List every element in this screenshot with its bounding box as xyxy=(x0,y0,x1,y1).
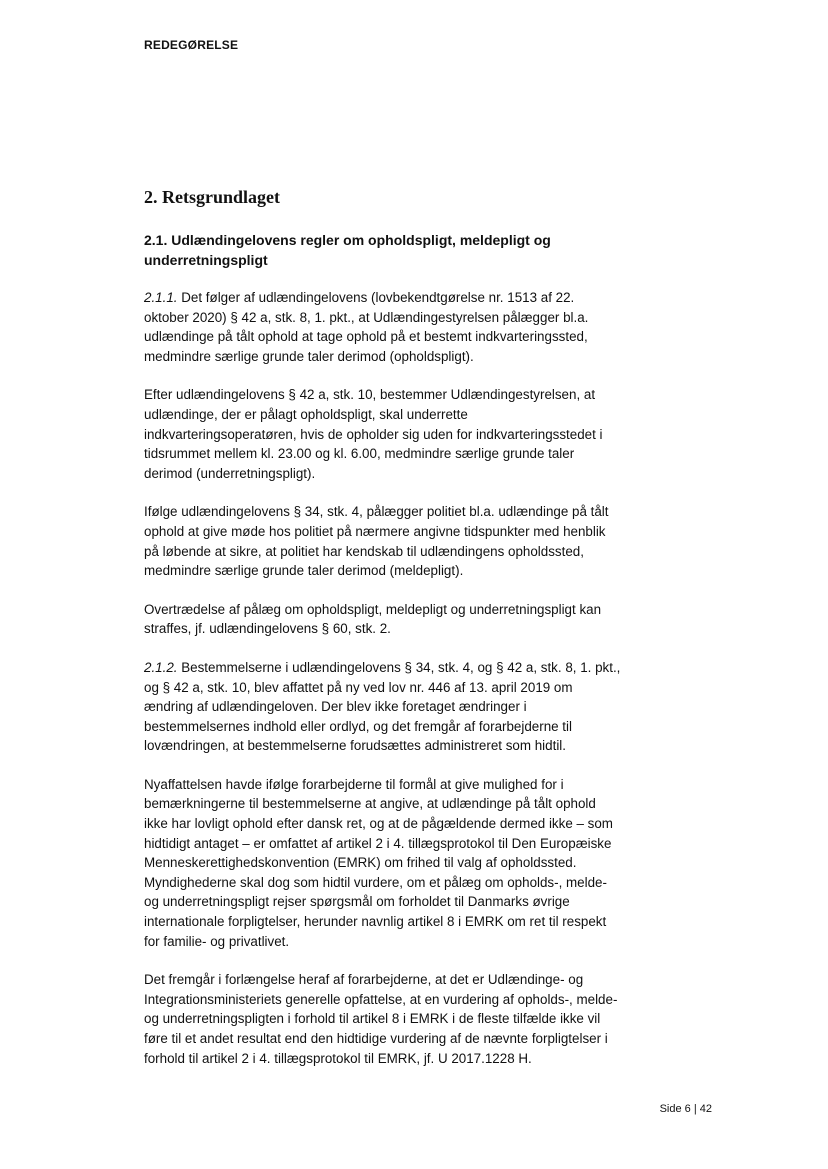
paragraph-text: Overtrædelse af pålæg om opholdspligt, meldepligt og underretningspligt kan straffes, jf. udlændingelovens § 60, stk. 2. xyxy=(144,601,602,637)
paragraph-forlaengelse xyxy=(144,970,622,1068)
paragraph-text: Nyaffattelsen havde ifølge forarbejderne til formål at give mulighed for i bemærkningerne til bestemmelserne at angive, at udlændinge på tålt ophold ikke har lovligt ophold efter dansk ret, og at de pågældende dermed ikke – som hidtidigt antaget – er omfattet af artikel 2 i 4. tillægsprotokol til Den Europæiske Menneskerettighedskonvention (EMRK) om frihed til valg af opholdssted. Myndighederne skal dog som hidtil vurdere, om et pålæg om opholds-, melde- og underretningspligt rejser spørgsmål om forholdet til Danmarks øvrige internationale forpligtelser, herunder navnlig artikel 8 i EMRK om ret til respekt for familie- og privatlivet. xyxy=(144,776,613,949)
document-header-label: REDEGØRELSE xyxy=(144,38,239,52)
paragraph-underretningspligt xyxy=(144,385,622,483)
section-title: 2. Retsgrundlaget xyxy=(144,187,280,207)
paragraph-text: Det fremgår i forlængelse heraf af forarbejderne, at det er Udlændinge- og Integrationsministeriets generelle opfattelse, at en vurdering af opholds-, melde- og underretningspligten i forhold til artikel 8 i EMRK i de fleste tilfælde ikke vil føre til et andet resultat end den hidtidige vurdering af de nævnte forpligtelser i forhold til artikel 2 i 4. tillægsprotokol til EMRK, jf. U 2017.1228 H. xyxy=(144,972,618,1066)
paragraph-straf xyxy=(144,600,622,639)
paragraph-meldepligt xyxy=(144,502,622,580)
paragraph-number: 2.1.2. xyxy=(144,659,178,675)
paragraph-2-1-2 xyxy=(144,658,622,756)
document-body xyxy=(144,186,622,1087)
paragraph-text: Ifølge udlændingelovens § 34, stk. 4, pålægger politiet bl.a. udlændinge på tålt ophold at give møde hos politiet på nærmere angivne tidspunkter med henblik på løbende at sikre, at politiet har kendskab til udlændingens opholdssted, medmindre særlige grunde taler derimod (meldepligt). xyxy=(144,504,609,579)
paragraph-2-1-1 xyxy=(144,288,622,366)
paragraph-text: Bestemmelserne i udlændingelovens § 34, stk. 4, og § 42 a, stk. 8, 1. pkt., og § 42 a, stk. 10, blev affattet på ny ved lov nr. 446 af 13. april 2019 om ændring af udlændingeloven. Der blev ikke foretaget ændringer i bestemmelsernes indhold eller ordlyd, og det fremgår af forarbejderne til lovændringen, at bestemmelserne forudsættes administreret som hidtil. xyxy=(144,659,621,754)
paragraph-text: Efter udlændingelovens § 42 a, stk. 10, bestemmer Udlændingestyrelsen, at udlændinge, der er pålagt opholdspligt, skal underrette indkvarteringsoperatøren, hvis de opholder sig uden for indkvarteringsstedet i tidsrummet mellem kl. 23.00 og kl. 6.00, medmindre særlige grunde taler derimod (underretningspligt). xyxy=(144,387,603,481)
subsection-title: 2.1. Udlændingelovens regler om opholdspligt, meldepligt og underretningspligt xyxy=(144,232,551,268)
page-number: Side 6 | 42 xyxy=(659,1103,712,1115)
paragraph-nyaffattelse xyxy=(144,775,622,951)
paragraph-number: 2.1.1. xyxy=(144,290,178,305)
paragraph-text: Det følger af udlændingelovens (lovbekendtgørelse nr. 1513 af 22. oktober 2020) § 42 a, stk. 8, 1. pkt., at Udlændingestyrelsen pålægger bl.a. udlændinge på tålt ophold at tage ophold på et bestemt indkvarteringssted, medmindre særlige grunde taler derimod (opholdspligt). xyxy=(144,290,589,364)
